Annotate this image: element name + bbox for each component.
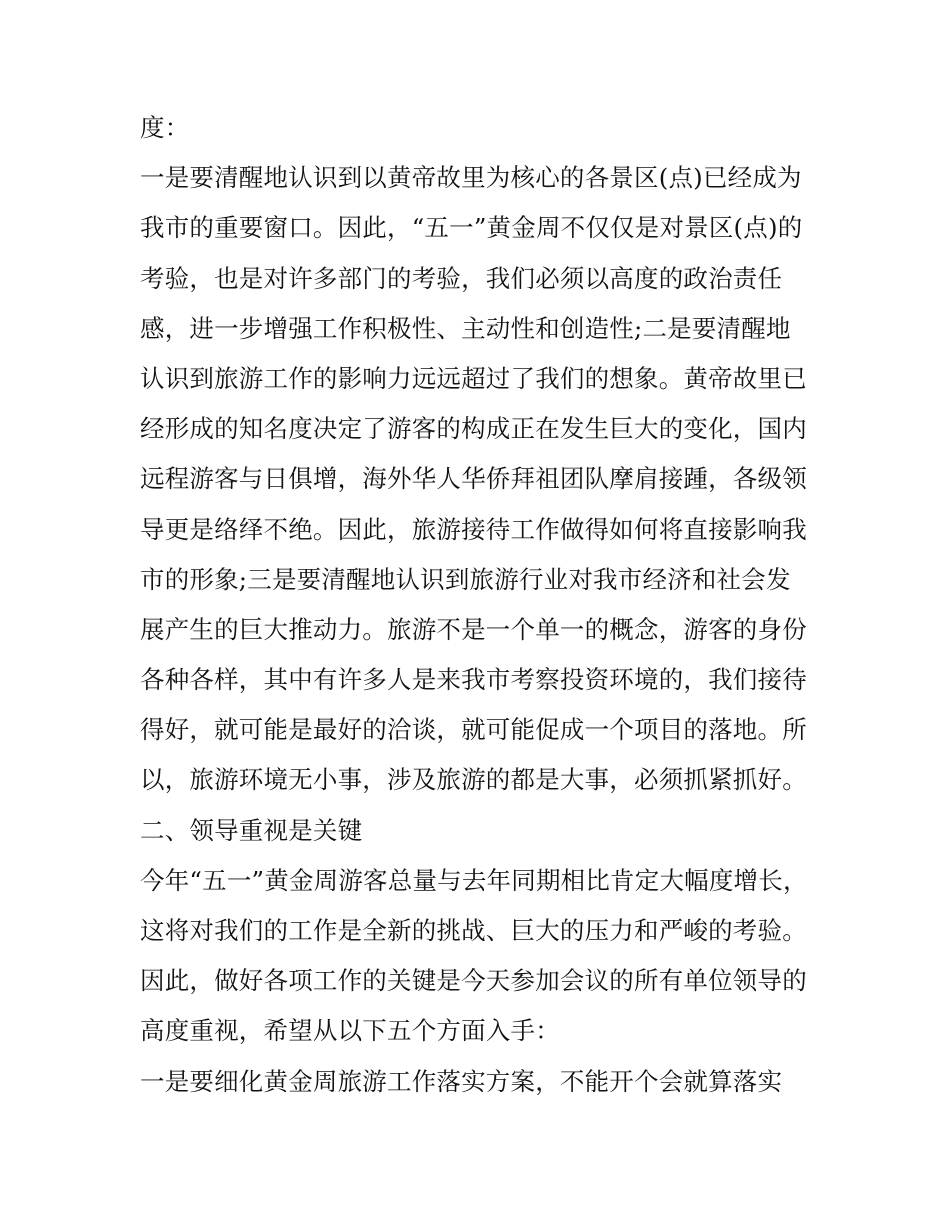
text-line: 认识到旅游工作的影响力远远超过了我们的想象。黄帝故里已 bbox=[140, 363, 807, 393]
text-line: 以，旅游环境无小事，涉及旅游的都是大事，必须抓紧抓好。 bbox=[140, 765, 807, 795]
text-line: 展产生的巨大推动力。旅游不是一个单一的概念，游客的身份 bbox=[140, 614, 807, 644]
text-line: 远程游客与日俱增，海外华人华侨拜祖团队摩肩接踵，各级领 bbox=[140, 464, 807, 494]
text-line: 考验，也是对许多部门的考验，我们必须以高度的政治责任 bbox=[140, 263, 783, 293]
text-line: 我市的重要窗口。因此，“五一”黄金周不仅仅是对景区(点)的 bbox=[140, 213, 803, 243]
section-heading: 二、领导重视是关键 bbox=[140, 815, 363, 845]
document-body bbox=[140, 103, 820, 1107]
text-line: 一是要细化黄金周旅游工作落实方案，不能开个会就算落实 bbox=[140, 1066, 783, 1096]
text-line: 各种各样，其中有许多人是来我市考察投资环境的，我们接待 bbox=[140, 665, 807, 695]
text-line: 一是要清醒地认识到以黄帝故里为核心的各景区(点)已经成为 bbox=[140, 163, 802, 193]
text-line: 感，进一步增强工作积极性、主动性和创造性;二是要清醒地 bbox=[140, 313, 791, 343]
text-line: 得好，就可能是最好的洽谈，就可能促成一个项目的落地。所 bbox=[140, 715, 807, 745]
text-line: 因此，做好各项工作的关键是今天参加会议的所有单位领导的 bbox=[140, 966, 807, 996]
text-line: 市的形象;三是要清醒地认识到旅游行业对我市经济和社会发 bbox=[140, 564, 791, 594]
text-line: 导更是络绎不绝。因此，旅游接待工作做得如何将直接影响我 bbox=[140, 514, 807, 544]
text-line: 度： bbox=[140, 113, 190, 142]
text-line: 高度重视，希望从以下五个方面入手： bbox=[140, 1016, 560, 1046]
text-line: 经形成的知名度决定了游客的构成正在发生巨大的变化，国内 bbox=[140, 414, 807, 444]
text-line: 这将对我们的工作是全新的挑战、巨大的压力和严峻的考验。 bbox=[140, 916, 807, 945]
text-line: 今年“五一”黄金周游客总量与去年同期相比肯定大幅度增长， bbox=[140, 865, 808, 895]
